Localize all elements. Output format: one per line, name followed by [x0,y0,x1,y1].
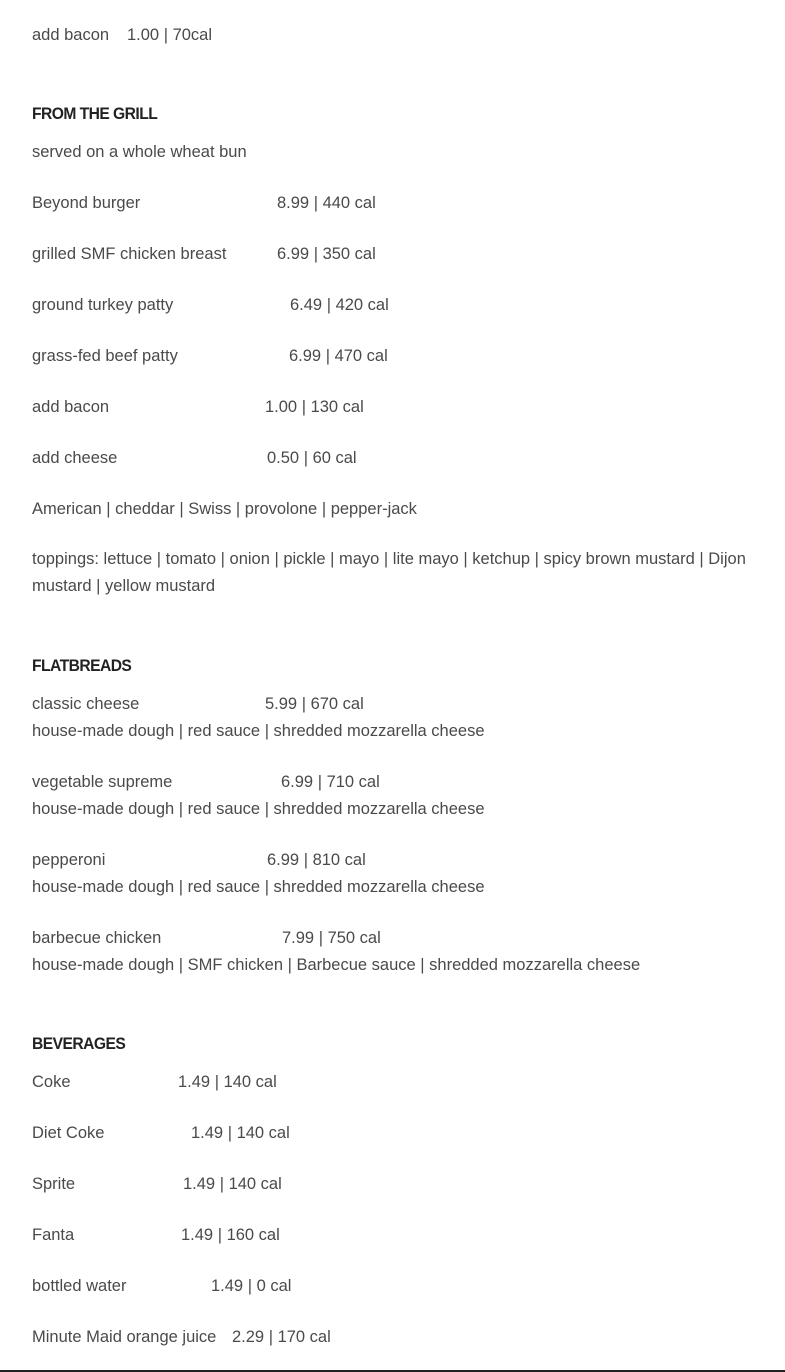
item-price: 6.49 | 420 cal [290,296,389,314]
item-price: 6.99 | 710 cal [281,773,380,791]
menu-item [32,396,364,418]
menu-item [32,849,366,871]
item-price: 7.99 | 750 cal [282,929,381,947]
menu-item [32,1122,290,1144]
item-name: Beyond burger [32,194,141,212]
item-price: 6.99 | 810 cal [267,851,366,869]
item-name: Minute Maid orange juice [32,1328,217,1346]
grill-note: served on a whole wheat bun [32,143,247,161]
item-name: vegetable supreme [32,773,173,791]
menu-item [32,927,381,949]
item-name: grass-fed beef patty [32,347,178,365]
item-name: barbecue chicken [32,929,162,947]
section-heading-beverages: BEVERAGES [32,1034,126,1053]
item-name: ground turkey patty [32,296,174,314]
item-price: 2.29 | 170 cal [232,1328,331,1346]
menu-item [32,1173,282,1195]
item-name: Diet Coke [32,1124,105,1142]
item-description: house-made dough | red sauce | shredded mozzarella cheese [32,800,485,818]
item-price: 1.49 | 0 cal [211,1277,292,1295]
menu-item [32,693,364,715]
menu-item [32,447,357,469]
menu-item [32,1326,331,1348]
menu-item [32,294,389,316]
item-name: add cheese [32,449,118,467]
menu-item [32,192,376,214]
toppings-list: toppings: lettuce | tomato | onion | pickle | mayo | lite mayo | ketchup | spicy brown mustard | Dijon mustard | yellow mustard [32,550,746,595]
menu-item [32,1275,292,1297]
menu-item [32,1071,277,1093]
item-name: Fanta [32,1226,75,1244]
item-price: 1.00 | 130 cal [265,398,364,416]
item-price: 1.00 | 70cal [127,26,213,44]
item-name: classic cheese [32,695,140,713]
cheese-options: American | cheddar | Swiss | provolone | pepper-jack [32,500,417,518]
menu-item [32,1224,280,1246]
item-name: Coke [32,1073,71,1091]
item-price: 1.49 | 140 cal [183,1175,282,1193]
item-price: 1.49 | 140 cal [191,1124,290,1142]
item-price: 6.99 | 350 cal [277,245,376,263]
item-price: 0.50 | 60 cal [267,449,357,467]
menu-item [32,771,380,793]
item-price: 8.99 | 440 cal [277,194,376,212]
item-name: grilled SMF chicken breast [32,245,227,263]
item-name: Sprite [32,1175,76,1193]
menu-item [32,243,376,265]
section-heading-grill: FROM THE GRILL [32,104,158,123]
item-price: 6.99 | 470 cal [289,347,388,365]
menu-item-top-add-bacon [32,24,213,46]
item-description: house-made dough | red sauce | shredded mozzarella cheese [32,878,485,896]
item-description: house-made dough | SMF chicken | Barbecue sauce | shredded mozzarella cheese [32,956,641,974]
item-price: 1.49 | 160 cal [181,1226,280,1244]
item-price: 5.99 | 670 cal [265,695,364,713]
item-name: add bacon [32,398,110,416]
item-description: house-made dough | red sauce | shredded mozzarella cheese [32,722,485,740]
item-price: 1.49 | 140 cal [178,1073,277,1091]
menu-item [32,345,388,367]
item-name: add bacon [32,26,110,44]
item-name: pepperoni [32,851,106,869]
item-name: bottled water [32,1277,127,1295]
section-heading-flatbreads: FLATBREADS [32,656,132,675]
